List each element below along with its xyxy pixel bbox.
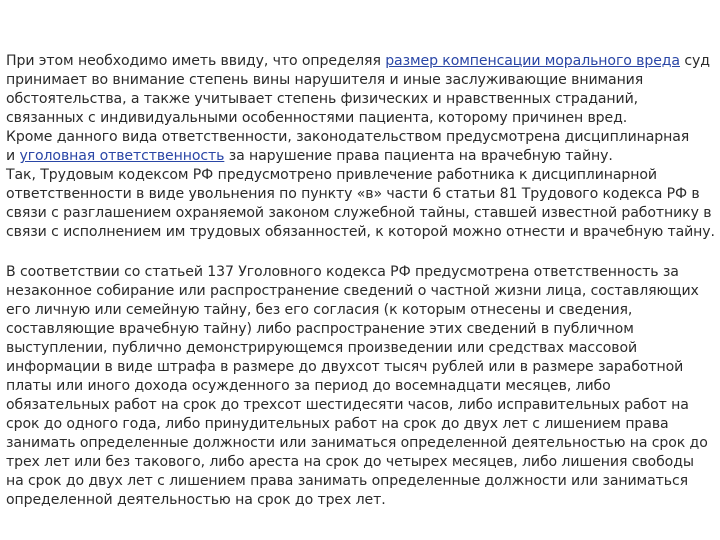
paragraph-spacer: [6, 242, 714, 263]
text-line: Так, Трудовым кодексом РФ предусмотрено привлечение работника к дисциплинарной: [6, 167, 657, 183]
document-body: [6, 0, 714, 510]
text-line: связи с исполнением им трудовых обязанностей, к которой можно отнести и врачебную тайну.: [6, 224, 715, 240]
criminal-liability-link[interactable]: уголовная ответственность: [19, 148, 225, 164]
text-span: При этом необходимо иметь ввиду, что определяя: [6, 53, 386, 69]
paragraph-2: [6, 263, 714, 510]
text-line: занимать определенные должности или заниматься определенной деятельностью на срок до: [6, 435, 708, 451]
text-line: на срок до двух лет с лишением права занимать определенные должности или заниматься: [6, 473, 688, 489]
moral-damage-link[interactable]: размер компенсации морального вреда: [385, 53, 680, 69]
text-span: и: [6, 148, 20, 164]
text-span: за нарушение права пациента на врачебную тайну.: [224, 148, 613, 164]
text-line: принимает во внимание степень вины нарушителя и иные заслуживающие внимания: [6, 72, 644, 88]
text-line: [6, 52, 714, 71]
text-line: срок до одного года, либо принудительных работ на срок до двух лет с лишением права: [6, 416, 669, 432]
text-line: связанных с индивидуальными особенностями пациента, которому причинен вред.: [6, 110, 628, 126]
text-line: связи с разглашением охраняемой законом служебной тайны, ставшей известной работнику в: [6, 205, 712, 221]
text-line: Кроме данного вида ответственности, законодательством предусмотрена дисциплинарная: [6, 129, 690, 145]
text-line: информации в виде штрафа в размере до двухсот тысяч рублей или в размере заработной: [6, 359, 684, 375]
text-line: В соответствии со статьей 137 Уголовного кодекса РФ предусмотрена ответственность за: [6, 264, 679, 280]
text-line: [6, 147, 714, 166]
paragraph-1: [6, 52, 714, 242]
text-line: трех лет или без такового, либо ареста на срок до четырех месяцев, либо лишения свободы: [6, 454, 694, 470]
text-line: выступлении, публично демонстрирующемся произведении или средствах массовой: [6, 340, 638, 356]
text-line: ответственности в виде увольнения по пункту «в» части 6 статьи 81 Трудового кодекса РФ в: [6, 186, 700, 202]
text-line: незаконное собирание или распространение сведений о частной жизни лица, составляющих: [6, 283, 699, 299]
text-line: обязательных работ на срок до трехсот шестидесяти часов, либо исправительных работ на: [6, 397, 689, 413]
text-line: обстоятельства, а также учитывает степень физических и нравственных страданий,: [6, 91, 639, 107]
text-line: определенной деятельностью на срок до трех лет.: [6, 492, 386, 508]
text-line: платы или иного дохода осужденного за период до восемнадцати месяцев, либо: [6, 378, 611, 394]
text-line: составляющие врачебную тайну) либо распространение этих сведений в публичном: [6, 321, 634, 337]
text-line: его личную или семейную тайну, без его согласия (к которым отнесены и сведения,: [6, 302, 633, 318]
text-span: суд: [679, 53, 710, 69]
